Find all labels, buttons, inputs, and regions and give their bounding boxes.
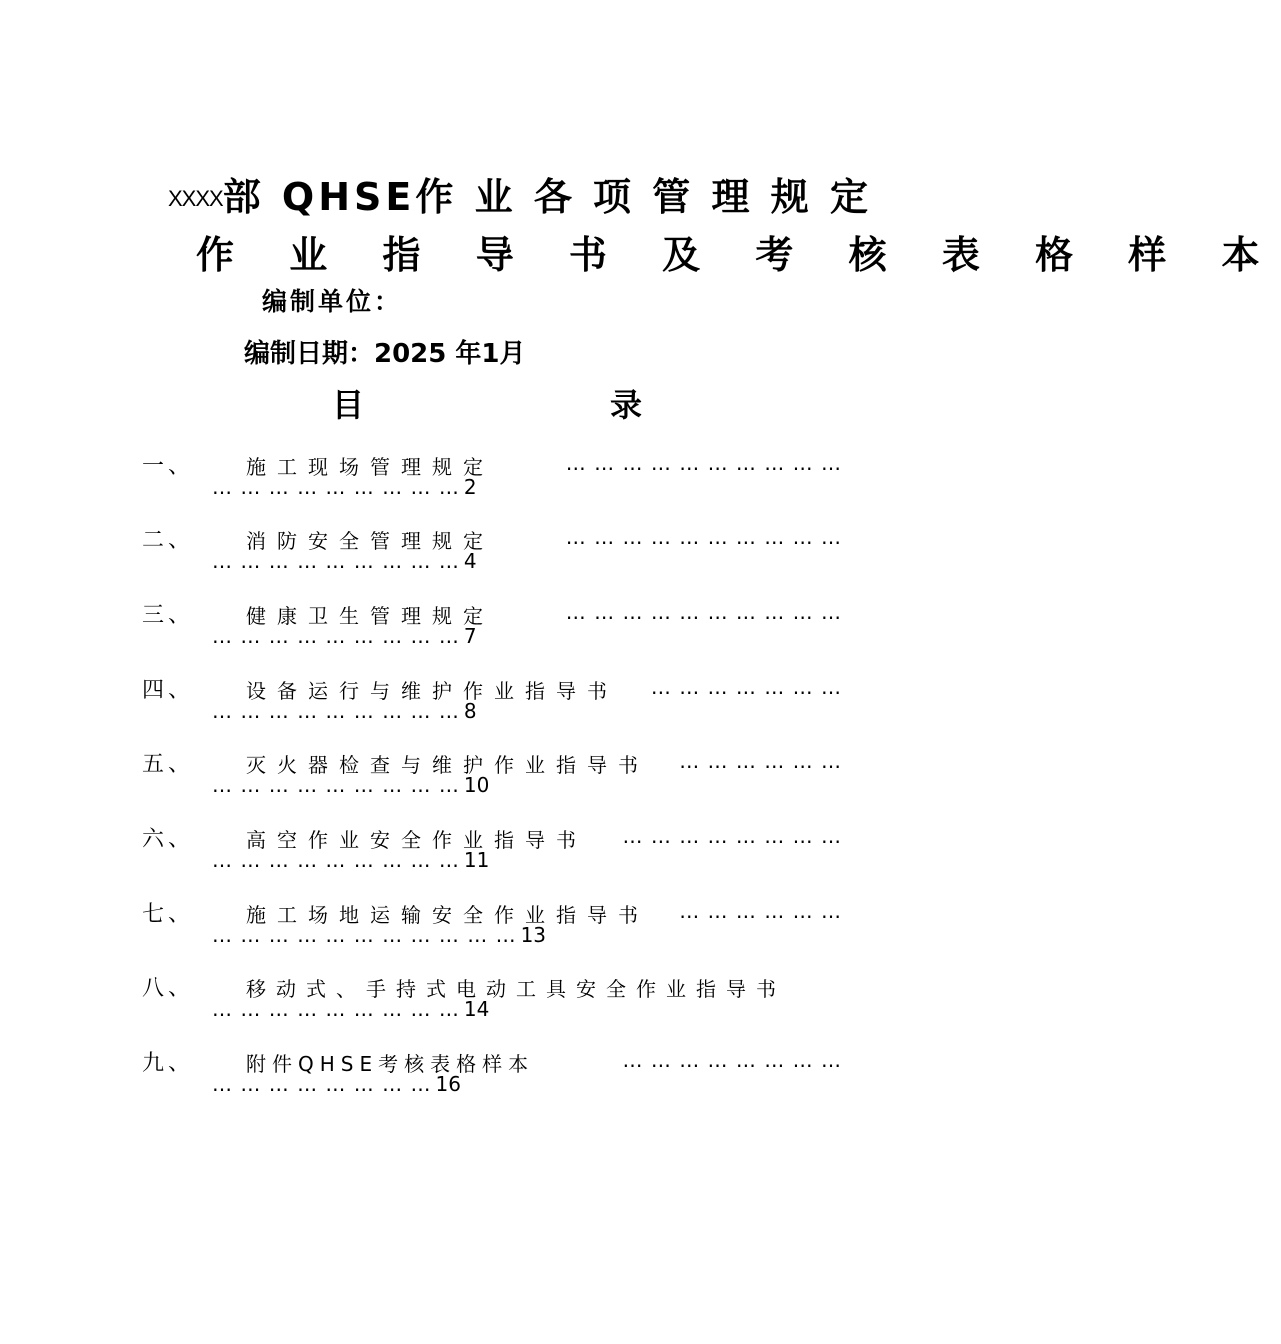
toc-item-continuation — [212, 997, 489, 1021]
toc-page-number: 13 — [520, 923, 547, 947]
toc-leader-dots: … … … … … … … … … — [212, 773, 460, 797]
toc-item-continuation — [212, 773, 489, 797]
toc-page-number: 16 — [435, 1072, 461, 1096]
toc-item[interactable] — [142, 971, 842, 1031]
toc-item[interactable] — [142, 1046, 842, 1106]
toc-leader-dots: … … … … … … … … … — [212, 699, 460, 723]
toc-item-title: 施工现场管理规定 — [246, 455, 494, 479]
toc-page-number: 11 — [463, 848, 490, 872]
toc-page-number: 2 — [463, 475, 477, 499]
toc-item-continuation — [212, 923, 546, 947]
toc-leader-dots: … … … … … … … … … — [212, 475, 460, 499]
toc-leader-dots: … … … … … … … … … … — [565, 525, 842, 549]
toc-item-title: 灭火器检查与维护作业指导书 — [246, 753, 649, 777]
toc-item[interactable] — [142, 673, 842, 733]
toc-leader-dots: … … … … … … … … … … — [565, 600, 842, 624]
toc-leader-dots: … … … … … … … … — [622, 1048, 842, 1072]
toc-item-number: 四、 — [142, 678, 195, 703]
toc-leader-dots: … … … … … … — [679, 899, 842, 923]
toc-item-number: 二、 — [142, 528, 195, 553]
toc-item[interactable] — [142, 897, 842, 957]
toc-leader-dots: … … … … … … — [679, 749, 842, 773]
toc-leader-dots: … … … … … … … — [650, 675, 842, 699]
toc-item-continuation — [212, 699, 477, 723]
toc-item-title: 高空作业安全作业指导书 — [246, 828, 587, 852]
document-title-line2: 作 业 指 导 书 及 考 核 表 格 样 本 — [196, 233, 1281, 277]
toc-item-continuation — [212, 475, 477, 499]
toc-item-title: 健康卫生管理规定 — [246, 604, 494, 628]
toc-page-number: 8 — [463, 699, 477, 723]
toc-item-number: 九、 — [142, 1051, 195, 1076]
toc-item-title: 设备运行与维护作业指导书 — [246, 679, 618, 703]
toc-item-number: 三、 — [142, 603, 195, 628]
toc-page-number: 14 — [463, 997, 490, 1021]
document-title-line1 — [168, 166, 872, 221]
toc-item-title: 施工场地运输安全作业指导书 — [246, 903, 649, 927]
toc-leader-dots: … … … … … … … … … — [212, 848, 460, 872]
toc-item-number: 五、 — [142, 752, 195, 777]
toc-item[interactable] — [142, 449, 842, 509]
toc-item-continuation — [212, 624, 477, 648]
toc-page-number: 10 — [463, 773, 490, 797]
toc-item-number: 八、 — [142, 976, 195, 1001]
toc-item[interactable] — [142, 822, 842, 882]
toc-leader-dots: … … … … … … … … … — [212, 624, 460, 648]
toc-item-title: 消防安全管理规定 — [246, 529, 494, 553]
toc-item-number: 七、 — [142, 902, 195, 927]
toc-leader-dots: … … … … … … … … — [212, 1072, 432, 1096]
compiling-date-label: 编制日期：2025 年1月 — [244, 339, 526, 369]
toc-item-title: 移动式、手持式电动工具安全作业指导书 — [246, 977, 786, 1001]
toc-leader-dots: … … … … … … … … … … — [565, 451, 842, 475]
toc-leader-dots: … … … … … … … … … — [212, 997, 460, 1021]
title-prefix: XXXX — [168, 186, 223, 211]
toc-heading-right: 录 — [610, 386, 643, 424]
toc-page-number: 4 — [463, 549, 477, 573]
title-main: 部 QHSE作 业 各 项 管 理 规 定 — [222, 175, 872, 219]
toc-item-number: 六、 — [142, 827, 195, 852]
toc-item-number: 一、 — [142, 454, 195, 479]
toc-item[interactable] — [142, 523, 842, 583]
toc-item-continuation — [212, 1072, 461, 1096]
toc-item-title: 附件QHSE考核表格样本 — [246, 1052, 535, 1076]
toc-leader-dots: … … … … … … … … … … … — [212, 923, 517, 947]
toc-item[interactable] — [142, 747, 842, 807]
toc-heading-left: 目 — [332, 386, 365, 424]
compiling-unit-label: 编制单位： — [262, 287, 403, 316]
toc-item[interactable] — [142, 598, 842, 658]
toc-leader-dots: … … … … … … … … — [622, 824, 842, 848]
toc-page-number: 7 — [463, 624, 477, 648]
toc-item-continuation — [212, 549, 477, 573]
toc-item-continuation — [212, 848, 489, 872]
toc-leader-dots: … … … … … … … … … — [212, 549, 460, 573]
